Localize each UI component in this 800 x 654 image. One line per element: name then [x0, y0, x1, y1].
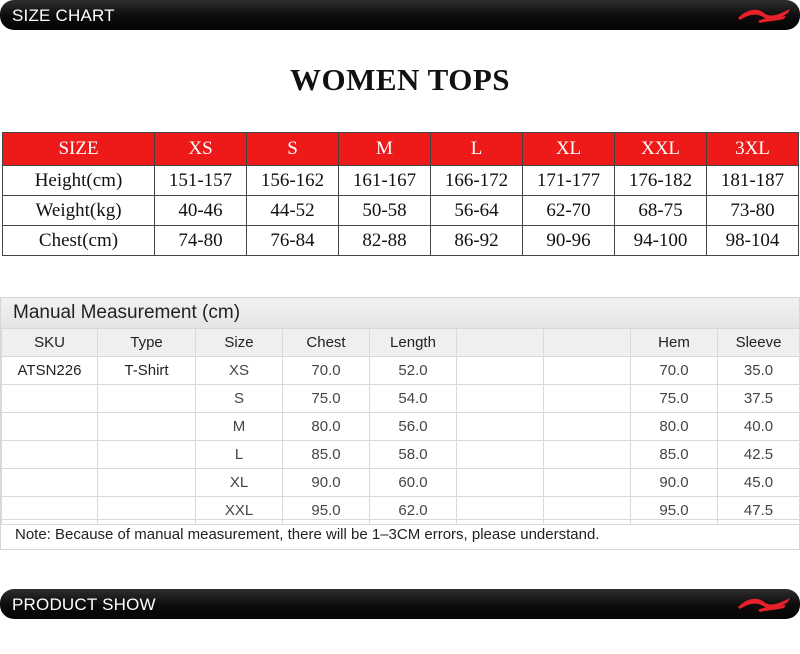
empty-cell [544, 357, 631, 385]
manual-measurement-panel [0, 297, 800, 550]
size-cell: XL [196, 469, 283, 497]
page-title: WOMEN TOPS [289, 62, 511, 97]
table-cell: 62-70 [523, 196, 615, 226]
size-chart-header-row [3, 133, 799, 166]
size-header-cell: XXL [615, 133, 707, 166]
sleeve-cell: 35.0 [718, 357, 800, 385]
row-label-cell: Chest(cm) [3, 226, 155, 256]
table-cell: 86-92 [431, 226, 523, 256]
sku-cell: ATSN226 [2, 357, 98, 385]
length-cell: 52.0 [370, 357, 457, 385]
product-show-header-title: PRODUCT SHOW [12, 595, 156, 614]
manual-header-cell: Hem [631, 329, 718, 357]
table-cell: 181-187 [707, 166, 799, 196]
size-cell: S [196, 385, 283, 413]
table-row [2, 441, 800, 469]
hem-cell: 90.0 [631, 469, 718, 497]
empty-cell [544, 469, 631, 497]
sku-cell [2, 469, 98, 497]
manual-header-cell: Sleeve [718, 329, 800, 357]
type-cell [98, 413, 196, 441]
size-chart-header-bar [0, 0, 800, 30]
length-cell: 60.0 [370, 469, 457, 497]
table-cell: 166-172 [431, 166, 523, 196]
size-header-cell: SIZE [3, 133, 155, 166]
manual-header-row [2, 329, 800, 357]
chest-cell: 95.0 [283, 497, 370, 525]
brand-swoosh-logo-icon [734, 594, 794, 614]
size-cell: M [196, 413, 283, 441]
table-cell: 73-80 [707, 196, 799, 226]
manual-header-cell: Size [196, 329, 283, 357]
table-cell: 90-96 [523, 226, 615, 256]
size-header-cell: L [431, 133, 523, 166]
size-chart-header-title: SIZE CHART [12, 6, 115, 25]
empty-cell [544, 441, 631, 469]
sleeve-cell: 47.5 [718, 497, 800, 525]
table-cell: 98-104 [707, 226, 799, 256]
type-cell: T-Shirt [98, 357, 196, 385]
table-cell: 76-84 [247, 226, 339, 256]
empty-cell [544, 413, 631, 441]
table-cell: 56-64 [431, 196, 523, 226]
empty-cell [457, 441, 544, 469]
sleeve-cell: 45.0 [718, 469, 800, 497]
manual-measurement-title: Manual Measurement (cm) [1, 298, 799, 328]
product-show-header-bar [0, 589, 800, 619]
table-row [3, 166, 799, 196]
table-cell: 74-80 [155, 226, 247, 256]
row-label-cell: Weight(kg) [3, 196, 155, 226]
chest-cell: 90.0 [283, 469, 370, 497]
table-row [3, 226, 799, 256]
table-cell: 82-88 [339, 226, 431, 256]
table-cell: 40-46 [155, 196, 247, 226]
hem-cell: 80.0 [631, 413, 718, 441]
size-header-cell: XS [155, 133, 247, 166]
table-cell: 151-157 [155, 166, 247, 196]
measurement-note: Note: Because of manual measurement, there will be 1–3CM errors, please understand. [1, 519, 799, 549]
chest-cell: 85.0 [283, 441, 370, 469]
size-chart-table [2, 132, 799, 256]
manual-header-cell [544, 329, 631, 357]
length-cell: 56.0 [370, 413, 457, 441]
hem-cell: 95.0 [631, 497, 718, 525]
manual-header-cell [457, 329, 544, 357]
hem-cell: 75.0 [631, 385, 718, 413]
table-cell: 44-52 [247, 196, 339, 226]
sku-cell [2, 385, 98, 413]
table-cell: 156-162 [247, 166, 339, 196]
size-cell: XXL [196, 497, 283, 525]
table-cell: 94-100 [615, 226, 707, 256]
empty-cell [457, 469, 544, 497]
table-cell: 171-177 [523, 166, 615, 196]
hem-cell: 70.0 [631, 357, 718, 385]
empty-cell [457, 357, 544, 385]
brand-swoosh-logo-icon [734, 5, 794, 25]
manual-header-cell: Chest [283, 329, 370, 357]
size-cell: XS [196, 357, 283, 385]
table-cell: 176-182 [615, 166, 707, 196]
sku-cell [2, 413, 98, 441]
empty-cell [544, 385, 631, 413]
table-row [2, 357, 800, 385]
manual-measurement-table [1, 328, 800, 525]
size-header-cell: S [247, 133, 339, 166]
sku-cell [2, 441, 98, 469]
length-cell: 58.0 [370, 441, 457, 469]
sleeve-cell: 42.5 [718, 441, 800, 469]
table-row [2, 413, 800, 441]
table-cell: 68-75 [615, 196, 707, 226]
chest-cell: 70.0 [283, 357, 370, 385]
manual-header-cell: SKU [2, 329, 98, 357]
size-header-cell: 3XL [707, 133, 799, 166]
manual-header-cell: Type [98, 329, 196, 357]
empty-cell [457, 385, 544, 413]
size-cell: L [196, 441, 283, 469]
empty-cell [457, 413, 544, 441]
sleeve-cell: 40.0 [718, 413, 800, 441]
table-row [2, 469, 800, 497]
type-cell [98, 385, 196, 413]
chest-cell: 75.0 [283, 385, 370, 413]
row-label-cell: Height(cm) [3, 166, 155, 196]
type-cell [98, 441, 196, 469]
table-cell: 50-58 [339, 196, 431, 226]
hem-cell: 85.0 [631, 441, 718, 469]
chest-cell: 80.0 [283, 413, 370, 441]
manual-header-cell: Length [370, 329, 457, 357]
length-cell: 62.0 [370, 497, 457, 525]
sleeve-cell: 37.5 [718, 385, 800, 413]
size-header-cell: XL [523, 133, 615, 166]
size-header-cell: M [339, 133, 431, 166]
table-cell: 161-167 [339, 166, 431, 196]
table-row [3, 196, 799, 226]
length-cell: 54.0 [370, 385, 457, 413]
table-row [2, 385, 800, 413]
type-cell [98, 469, 196, 497]
